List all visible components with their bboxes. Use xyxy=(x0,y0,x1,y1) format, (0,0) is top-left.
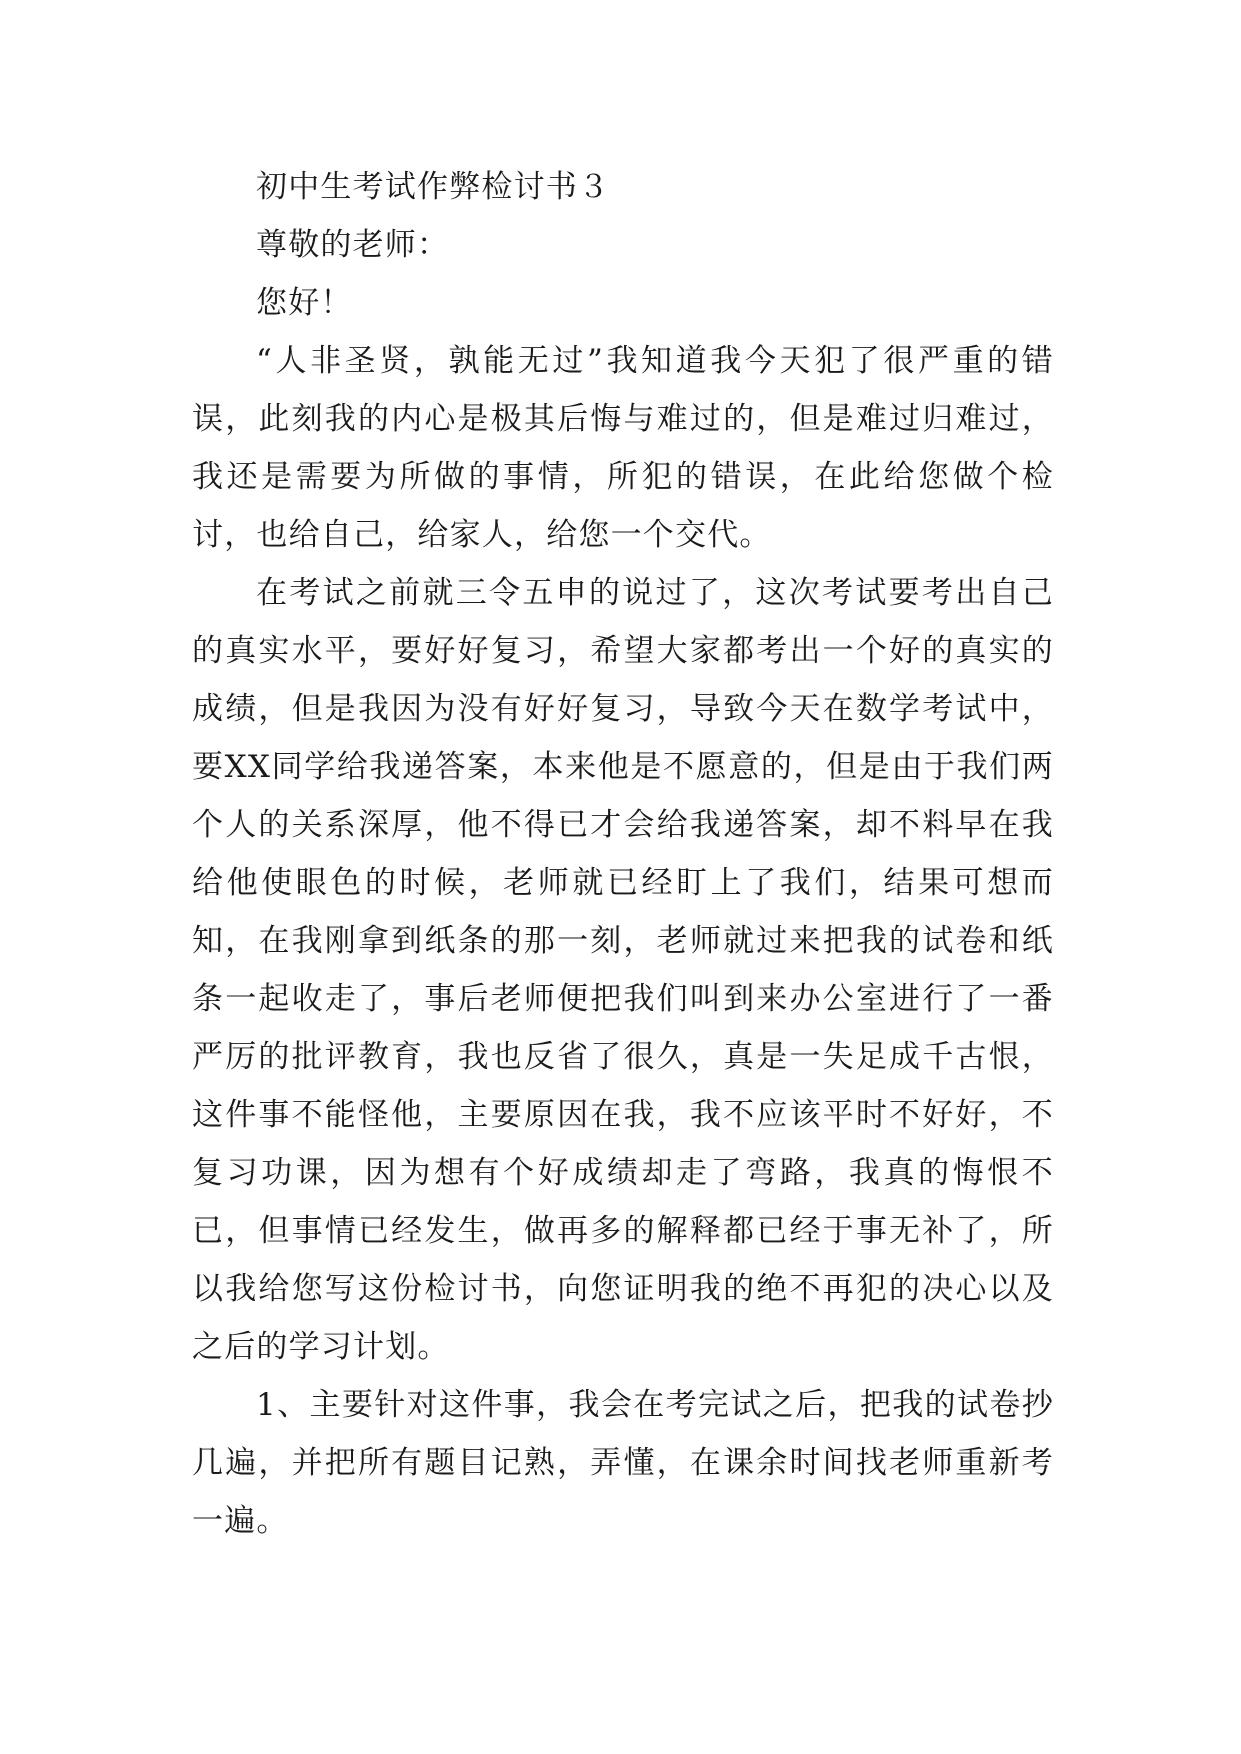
body-paragraph-1: “人非圣贤，孰能无过”我知道我今天犯了很严重的错误，此刻我的内心是极其后悔与难过的，但是难过归难过，我还是需要为所做的事情，所犯的错误，在此给您做个检讨，也给自己，给家人，给您一个交代。 xyxy=(192,343,1054,553)
document-body xyxy=(192,158,1054,1550)
salutation: 尊敬的老师： xyxy=(256,227,450,263)
document-title: 初中生考试作弊检讨书３ xyxy=(256,169,611,205)
body-paragraph-2: 在考试之前就三令五申的说过了，这次考试要考出自己的真实水平，要好好复习，希望大家都考出一个好的真实的成绩，但是我因为没有好好复习，导致今天在数学考试中，要XX同学给我递答案，本来他是不愿意的，但是由于我们两个人的关系深厚，他不得已才会给我递答案，却不料早在我给他使眼色的时候，老师就已经盯上了我们，结果可想而知，在我刚拿到纸条的那一刻，老师就过来把我的试卷和纸条一起收走了，事后老师便把我们叫到来办公室进行了一番严厉的批评教育，我也反省了很久，真是一失足成千古恨，这件事不能怪他，主要原因在我，我不应该平时不好好，不复习功课，因为想有个好成绩却走了弯路，我真的悔恨不已，但事情已经发生，做再多的解释都已经于事无补了，所以我给您写这份检讨书，向您证明我的绝不再犯的决心以及之后的学习计划。 xyxy=(192,575,1054,1365)
greeting: 您好！ xyxy=(256,285,353,321)
body-paragraph-3: 1、主要针对这件事，我会在考完试之后，把我的试卷抄几遍，并把所有题目记熟，弄懂，在课余时间找老师重新考一遍。 xyxy=(192,1387,1054,1539)
